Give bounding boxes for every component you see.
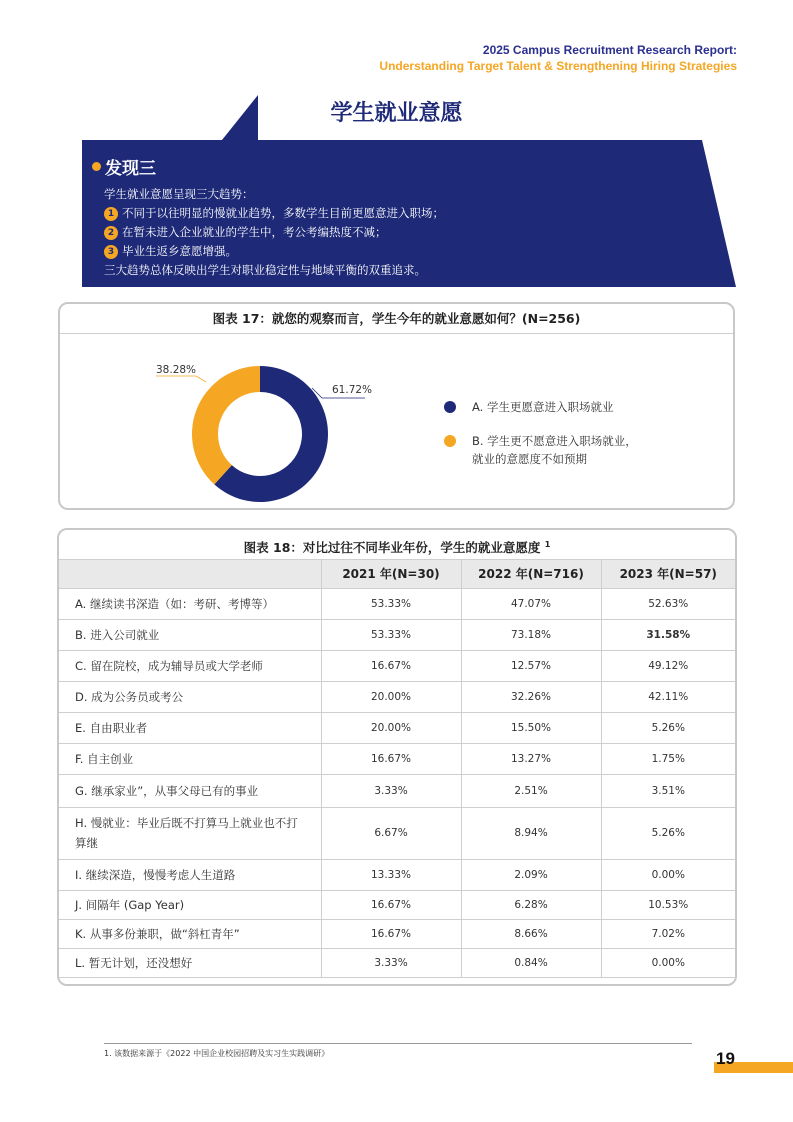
willingness-table — [59, 560, 735, 978]
table-card — [57, 528, 737, 986]
table-cell: 16.67% — [321, 890, 461, 919]
row-label: D. 成为公务员或考公 — [59, 681, 321, 712]
row-label: E. 自由职业者 — [59, 712, 321, 743]
table-cell: 5.26% — [601, 807, 735, 859]
legend-text-line1: B. 学生更不愿意进入职场就业， — [472, 434, 637, 448]
table-cell: 7.02% — [601, 919, 735, 948]
page-title: 学生就业意愿 — [330, 101, 463, 126]
table-row — [59, 619, 735, 650]
table-cell: 16.67% — [321, 743, 461, 774]
page-number: 19 — [716, 1049, 735, 1068]
table-row — [59, 859, 735, 890]
column-header — [59, 560, 321, 588]
table-cell: 2.51% — [461, 774, 601, 807]
table-cell: 13.33% — [321, 859, 461, 890]
table-cell: 32.26% — [461, 681, 601, 712]
finding-body — [104, 185, 444, 280]
row-label: G. 继承家业”，从事父母已有的事业 — [59, 774, 321, 807]
finding-title — [92, 154, 444, 179]
table-cell: 3.33% — [321, 948, 461, 977]
table-cell: 3.51% — [601, 774, 735, 807]
table-cell: 31.58% — [601, 619, 735, 650]
table-cell: 3.33% — [321, 774, 461, 807]
table-cell: 42.11% — [601, 681, 735, 712]
chart-card — [58, 302, 735, 510]
finding-item — [104, 223, 444, 242]
chart-title: 图表 17：就您的观察而言，学生今年的就业意愿如何？(N=256) — [60, 304, 733, 334]
table-cell: 0.00% — [601, 859, 735, 890]
legend-item-a — [444, 398, 637, 416]
table-cell: 15.50% — [461, 712, 601, 743]
footnote-ref: 1 — [544, 540, 551, 549]
table-cell: 6.67% — [321, 807, 461, 859]
table-cell: 2.09% — [461, 859, 601, 890]
number-badge-1: 1 — [104, 207, 118, 221]
finding-item-text: 毕业生返乡意愿增强。 — [122, 244, 237, 258]
table-cell: 12.57% — [461, 650, 601, 681]
bullet-dot-icon — [92, 162, 101, 171]
table-cell: 20.00% — [321, 681, 461, 712]
legend-dot-icon — [444, 435, 456, 447]
table-row — [59, 743, 735, 774]
legend-text — [472, 432, 637, 468]
row-label: K. 从事多份兼职，做“斜杠青年” — [59, 919, 321, 948]
table-title — [59, 530, 735, 560]
row-label: A. 继续读书深造（如：考研、考博等） — [59, 588, 321, 619]
table-row — [59, 588, 735, 619]
chart-legend — [444, 398, 637, 484]
column-header: 2023 年(N=57) — [601, 560, 735, 588]
number-badge-3: 3 — [104, 245, 118, 259]
report-header — [379, 42, 737, 74]
finding-title-text: 发现三 — [105, 159, 156, 179]
table-row — [59, 712, 735, 743]
table-cell: 0.84% — [461, 948, 601, 977]
table-row — [59, 890, 735, 919]
row-label: F. 自主创业 — [59, 743, 321, 774]
finding-summary: 三大趋势总体反映出学生对职业稳定性与地域平衡的双重追求。 — [104, 263, 426, 277]
report-header-line1: 2025 Campus Recruitment Research Report: — [482, 43, 737, 57]
finding-item-text: 在暂未进入企业就业的学生中，考公考编热度不减； — [122, 225, 387, 239]
table-cell: 16.67% — [321, 650, 461, 681]
table-cell: 16.67% — [321, 919, 461, 948]
row-label: L. 暂无计划，还没想好 — [59, 948, 321, 977]
finding-item — [104, 242, 444, 261]
table-cell: 5.26% — [601, 712, 735, 743]
slice-label-a: 61.72% — [332, 384, 373, 396]
row-label: J. 间隔年 (Gap Year) — [59, 890, 321, 919]
finding-box — [92, 154, 444, 280]
finding-intro: 学生就业意愿呈现三大趋势： — [104, 187, 254, 201]
number-badge-2: 2 — [104, 226, 118, 240]
table-cell: 47.07% — [461, 588, 601, 619]
table-cell: 53.33% — [321, 619, 461, 650]
finding-item-text: 不同于以往明显的慢就业趋势，多数学生目前更愿意进入职场； — [122, 206, 444, 220]
row-label: B. 进入公司就业 — [59, 619, 321, 650]
column-header: 2021 年(N=30) — [321, 560, 461, 588]
table-row — [59, 919, 735, 948]
footnote-divider — [104, 1043, 692, 1044]
table-cell: 0.00% — [601, 948, 735, 977]
legend-text-line2: 就业的意愿度不如预期 — [472, 452, 587, 466]
table-header-row — [59, 560, 735, 588]
row-label: H. 慢就业：毕业后既不打算马上就业也不打算继 — [59, 807, 321, 859]
legend-item-b — [444, 432, 637, 468]
footnote: 1. 该数据来源于《2022 中国企业校园招聘及实习生实践调研》 — [104, 1049, 330, 1058]
report-header-line2: Understanding Target Talent & Strengthening Hiring Strategies — [379, 59, 737, 73]
table-row — [59, 774, 735, 807]
table-cell: 13.27% — [461, 743, 601, 774]
legend-dot-icon — [444, 401, 456, 413]
table-row — [59, 948, 735, 977]
table-cell: 49.12% — [601, 650, 735, 681]
slice-label-b: 38.28% — [156, 364, 197, 376]
table-row — [59, 681, 735, 712]
table-cell: 73.18% — [461, 619, 601, 650]
row-label: C. 留在院校，成为辅导员或大学老师 — [59, 650, 321, 681]
table-cell: 8.66% — [461, 919, 601, 948]
column-header: 2022 年(N=716) — [461, 560, 601, 588]
table-cell: 6.28% — [461, 890, 601, 919]
table-cell: 20.00% — [321, 712, 461, 743]
legend-text: A. 学生更愿意进入职场就业 — [472, 400, 614, 414]
table-title-text: 图表 18：对比过往不同毕业年份，学生的就业意愿度 — [243, 540, 541, 556]
table-cell: 52.63% — [601, 588, 735, 619]
table-cell: 8.94% — [461, 807, 601, 859]
row-label: I. 继续深造，慢慢考虑人生道路 — [59, 859, 321, 890]
table-row — [59, 650, 735, 681]
finding-item — [104, 204, 444, 223]
table-cell: 53.33% — [321, 588, 461, 619]
table-row — [59, 807, 735, 859]
table-cell: 1.75% — [601, 743, 735, 774]
table-cell: 10.53% — [601, 890, 735, 919]
